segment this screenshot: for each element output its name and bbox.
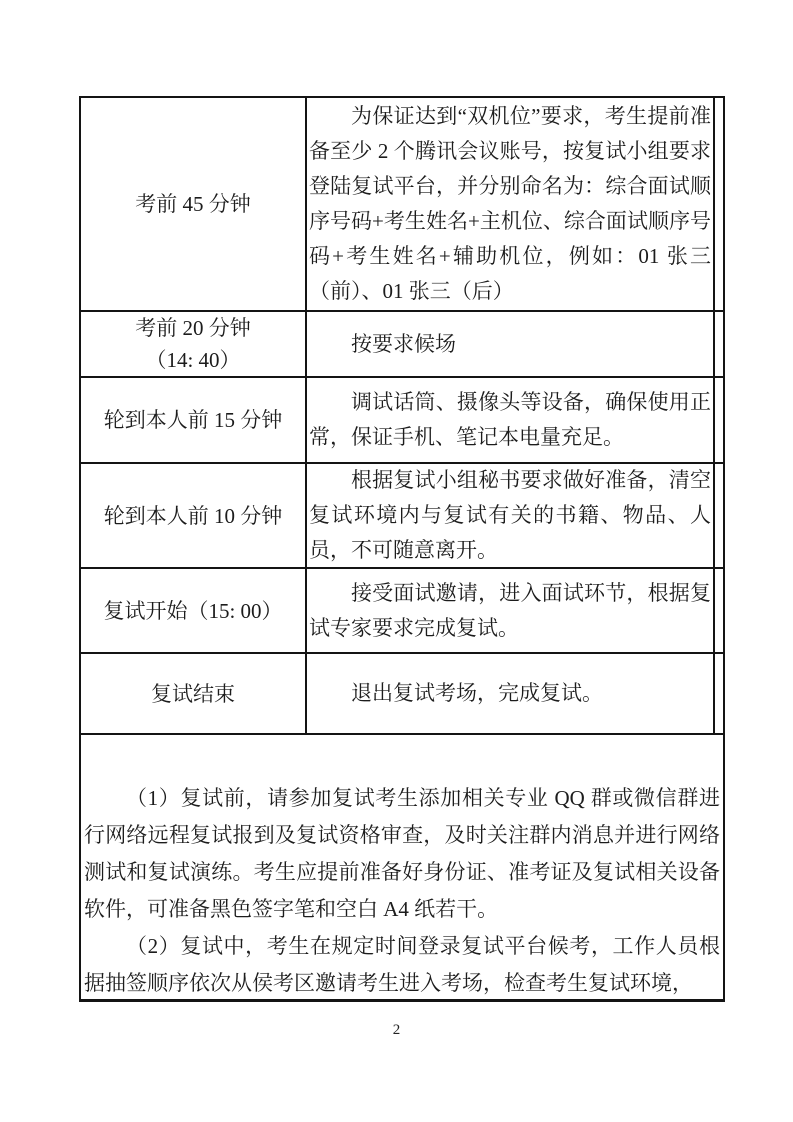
time-cell <box>81 464 307 567</box>
table-right-gap <box>715 569 723 652</box>
time-label: 轮到本人前 15 分钟 <box>103 408 283 432</box>
note-paragraph-1: （1）复试前，请参加复试考生添加相关专业 QQ 群或微信群进行网络远程复试报到及复试资格审查，及时关注群内消息并进行网络测试和复试演练。考生应提前准备好身份证、准考证及复试相关设备软件，可准备黑色签字笔和空白 A4 纸若干。 <box>84 786 720 921</box>
content-cell <box>307 464 715 567</box>
table-right-gap <box>715 464 723 567</box>
content-text: 按要求候场 <box>351 331 456 356</box>
time-cell <box>81 378 307 462</box>
time-label: 考前 45 分钟 <box>135 192 251 216</box>
time-label: 考前 20 分钟 <box>135 316 251 340</box>
content-cell <box>307 654 715 733</box>
content-cell <box>307 569 715 652</box>
content-cell <box>307 312 715 376</box>
time-label: 复试开始（15: 00） <box>103 598 283 623</box>
table-row <box>81 98 723 312</box>
note-paragraph-2: （2）复试中，考生在规定时间登录复试平台候考，工作人员根据抽签顺序依次从侯考区邀请考生进入考场，检查考生复试环境， <box>84 934 720 995</box>
schedule-table <box>79 96 725 1002</box>
table-right-gap <box>715 312 723 376</box>
content-cell <box>307 98 715 310</box>
content-cell <box>307 378 715 462</box>
table-right-gap <box>715 98 723 310</box>
content-text: 接受面试邀请，进入面试环节，根据复试专家要求完成复试。 <box>309 580 711 640</box>
table-right-gap <box>715 378 723 462</box>
table-right-gap <box>715 654 723 733</box>
content-text: 调试话筒、摄像头等设备，确保使用正常，保证手机、笔记本电量充足。 <box>309 390 711 449</box>
time-label-line2: （14: 40） <box>145 348 241 372</box>
table-row <box>81 569 723 654</box>
time-cell <box>81 654 307 733</box>
page-number: 2 <box>392 1022 401 1038</box>
table-row <box>81 378 723 464</box>
table-row <box>81 654 723 735</box>
time-label: 复试结束 <box>151 681 235 706</box>
table-row <box>81 464 723 569</box>
table-row <box>81 312 723 378</box>
time-cell <box>81 312 307 376</box>
content-text: 为保证达到“双机位”要求，考生提前准备至少 2 个腾讯会议账号，按复试小组要求登陆复试平台，并分别命名为：综合面试顺序号码+考生姓名+主机位、综合面试顺序号码+考生姓名+辅助机位，例如：01 张三（前）、01 张三（后） <box>309 104 711 303</box>
time-cell <box>81 569 307 652</box>
notes-section <box>81 735 723 999</box>
time-cell <box>81 98 307 310</box>
content-text: 退出复试考场，完成复试。 <box>351 681 603 705</box>
time-label: 轮到本人前 10 分钟 <box>103 503 283 528</box>
content-text: 根据复试小组秘书要求做好准备，清空复试环境内与复试有关的书籍、物品、人员，不可随意离开。 <box>309 468 711 562</box>
